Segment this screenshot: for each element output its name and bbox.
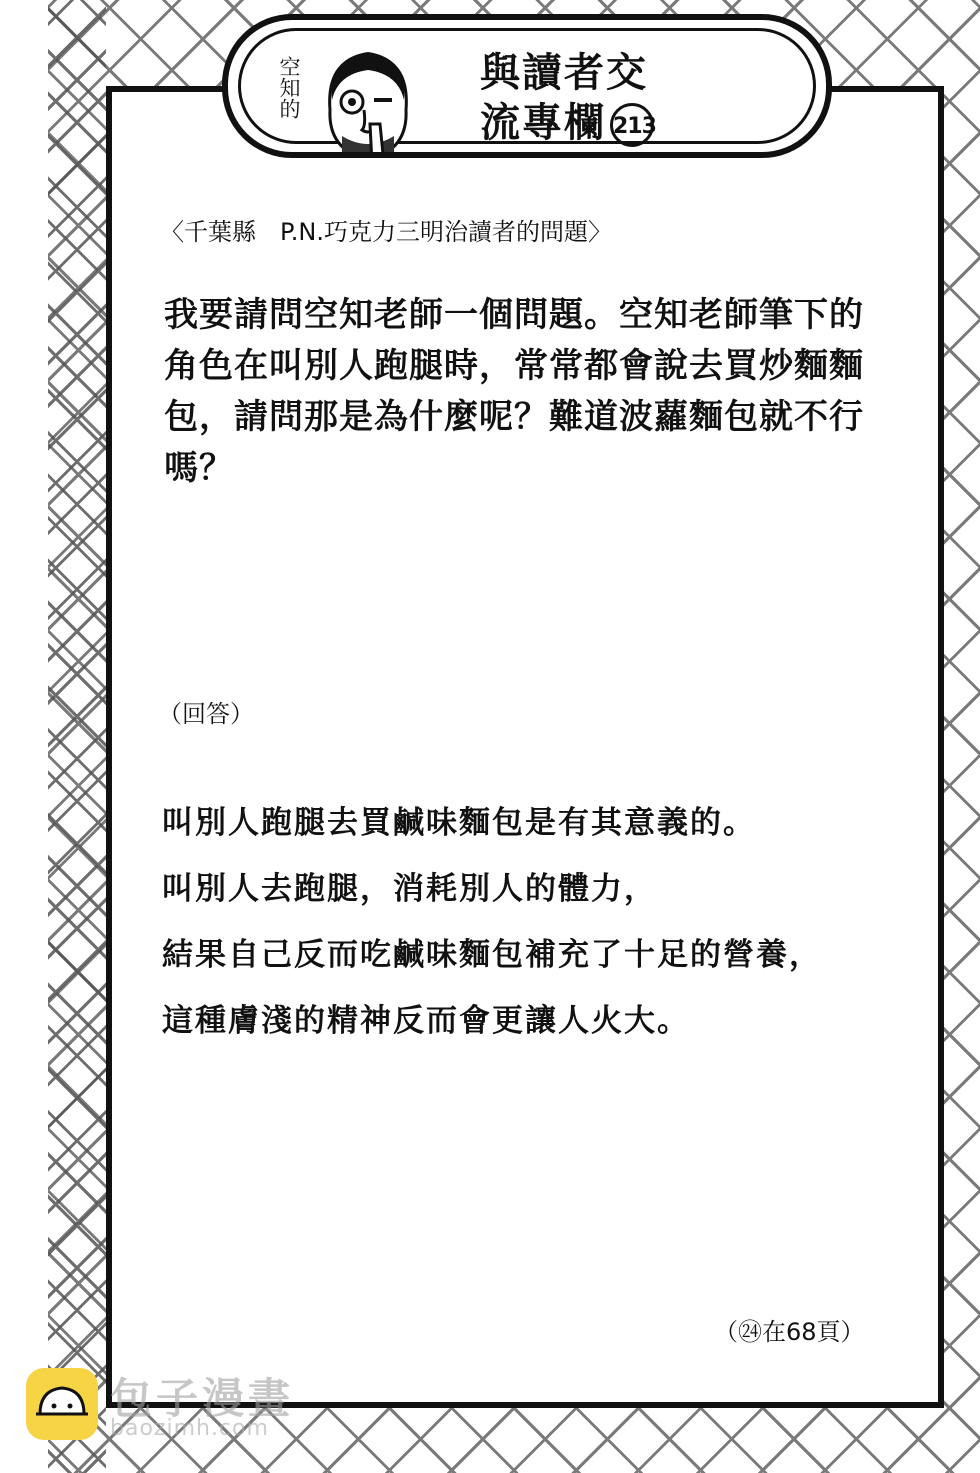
answer-line: 叫別人跑腿去買鹹味麵包是有其意義的。 — [162, 805, 756, 841]
reader-source: 〈千葉縣 P.N.巧克力三明治讀者的問題〉 — [160, 218, 612, 246]
question-line: 嗎？ — [164, 448, 234, 488]
question-line: 我要請問空知老師一個問題。空知老師筆下的 — [164, 295, 864, 335]
watermark-name: 包子漫畫 — [110, 1374, 295, 1423]
answer-line: 這種膚淺的精神反而會更讓人火大。 — [162, 1003, 690, 1039]
author-answer — [162, 790, 922, 1054]
issue-number-badge: 213 — [610, 103, 654, 147]
column-panel — [106, 86, 944, 1408]
continued-note: （㉔在68頁） — [714, 1318, 865, 1346]
reader-question — [164, 290, 904, 494]
left-pattern-strip — [48, 0, 106, 1473]
watermark-url: baozimh.com — [110, 1416, 269, 1441]
site-watermark — [26, 1366, 326, 1446]
author-avatar-icon — [308, 40, 428, 158]
column-header — [222, 14, 832, 158]
answer-line: 結果自己反而吃鹹味麵包補充了十足的營養， — [162, 937, 822, 973]
column-title-line2-text: 流專欄 — [480, 100, 606, 146]
header-author-label: 空知的 — [277, 56, 301, 119]
question-line: 角色在叫別人跑腿時，常常都會說去買炒麵麵 — [164, 346, 864, 386]
bun-logo-icon — [26, 1368, 98, 1440]
answer-label: （回答） — [158, 700, 254, 728]
answer-line: 叫別人去跑腿，消耗別人的體力， — [162, 871, 657, 907]
column-title — [480, 48, 710, 148]
column-title-line2 — [480, 98, 710, 148]
question-line: 包，請問那是為什麼呢？難道波蘿麵包就不行 — [164, 397, 864, 437]
column-title-line1: 與讀者交 — [480, 50, 648, 96]
